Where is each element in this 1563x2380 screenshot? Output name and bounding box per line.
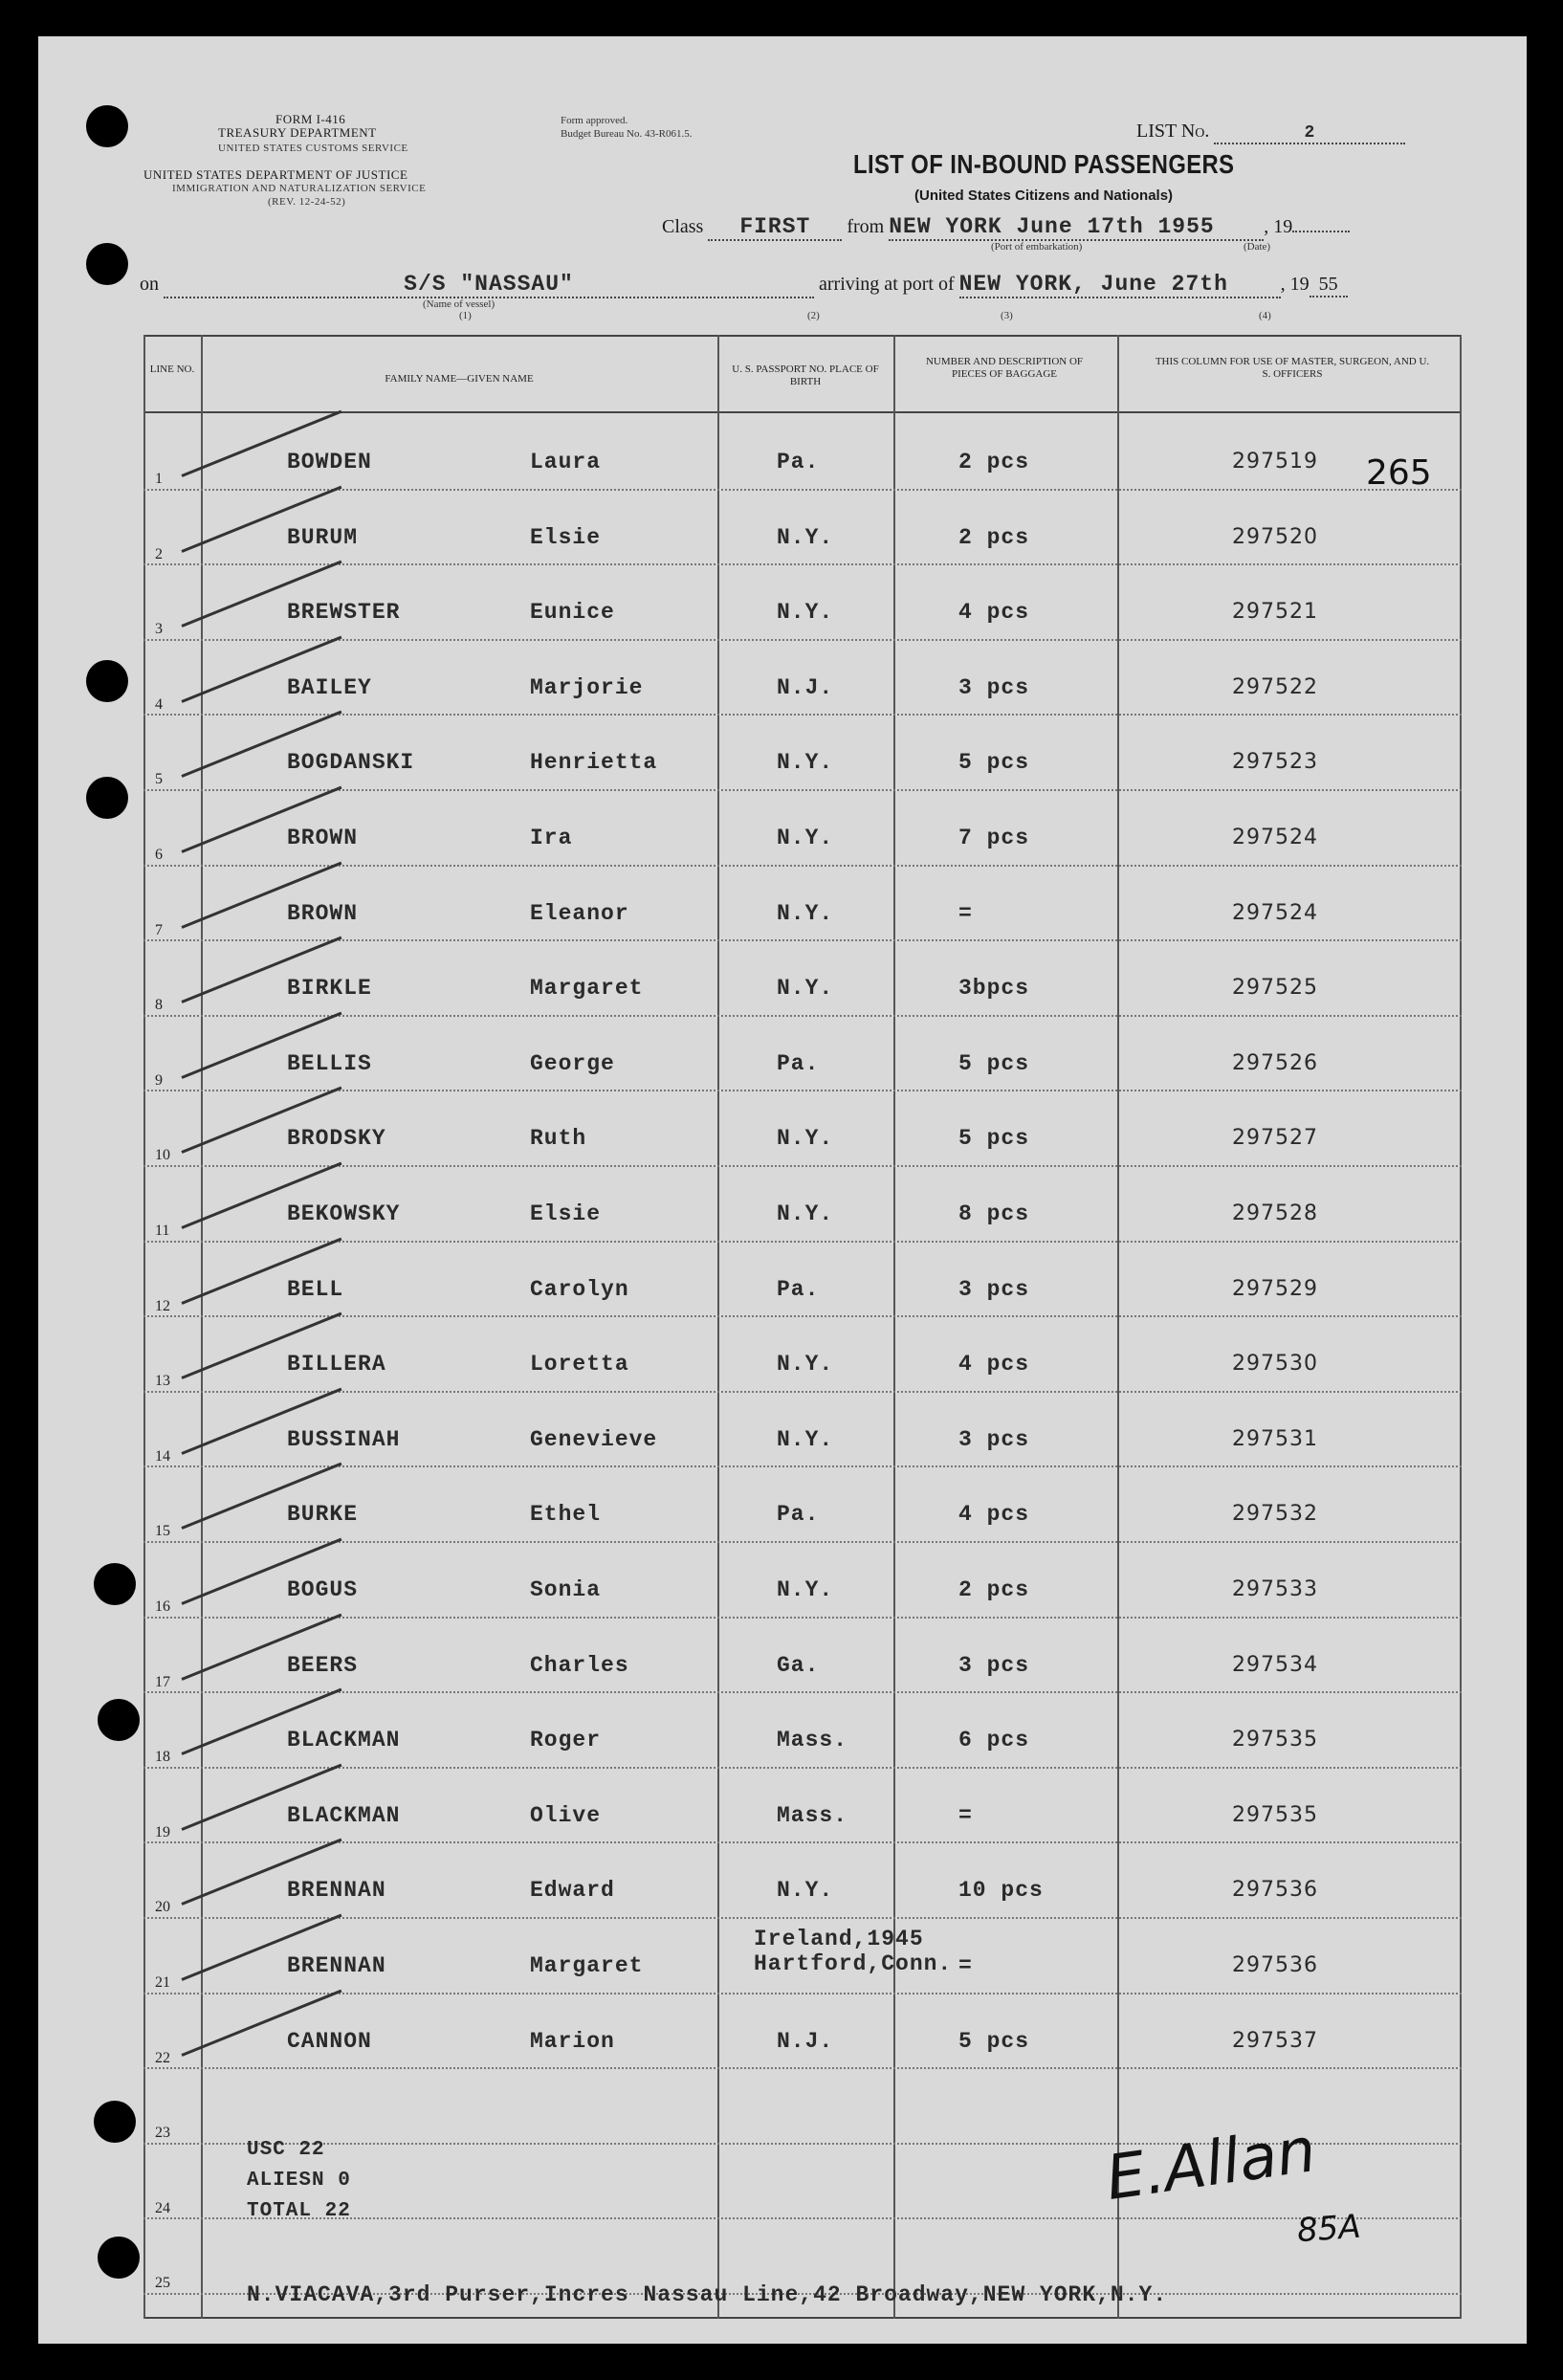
officer-number: 297524 xyxy=(1232,900,1318,925)
family-name: BELLIS xyxy=(287,1050,372,1076)
family-name: BOWDEN xyxy=(287,450,372,474)
family-name: BRENNAN xyxy=(287,1878,386,1904)
officer-number: 297523 xyxy=(1232,750,1318,775)
total-usc: USC 22 xyxy=(247,2139,325,2161)
line-number: 25 xyxy=(155,2275,170,2292)
line-number: 5 xyxy=(155,771,163,788)
baggage-count: 3 pcs xyxy=(958,674,1030,700)
row-rule xyxy=(143,1617,1462,1619)
family-name: BIRKLE xyxy=(287,976,372,1002)
officer-number: 297535 xyxy=(1232,1728,1318,1752)
line-number: 23 xyxy=(155,2125,170,2142)
given-name: Ethel xyxy=(530,1502,602,1528)
baggage-count: 3 pcs xyxy=(958,1652,1030,1678)
given-name: Loretta xyxy=(530,1352,629,1377)
baggage-count: 5 pcs xyxy=(958,2028,1030,2054)
family-name: BUSSINAH xyxy=(287,1426,401,1452)
baggage-count: 5 pcs xyxy=(958,1050,1030,1076)
vessel-line: on S/S "NASSAU" arriving at port of NEW YORK, June 27th , 19 55 xyxy=(140,272,1348,298)
col-officers: THIS COLUMN FOR USE OF MASTER, SURGEON, AND U. S. OFFICERS xyxy=(1155,356,1430,380)
place-of-birth: N.Y. xyxy=(777,750,834,776)
place-of-birth: N.Y. xyxy=(777,1201,834,1226)
family-name: BILLERA xyxy=(287,1352,386,1377)
place-of-birth: Pa. xyxy=(777,1050,820,1076)
punch-hole xyxy=(94,1563,136,1605)
row-rule xyxy=(143,1165,1462,1167)
arriving-label: arriving at port of xyxy=(819,274,955,295)
given-name: Genevieve xyxy=(530,1426,658,1452)
officer-number: 297532 xyxy=(1232,1502,1318,1527)
form-number: FORM I-416 xyxy=(275,112,346,126)
baggage-count: 4 pcs xyxy=(958,1352,1030,1377)
col-line-no: LINE NO. xyxy=(149,364,195,375)
family-name: BOGUS xyxy=(287,1577,359,1602)
line-number: 19 xyxy=(155,1823,170,1840)
line-number: 10 xyxy=(155,1147,170,1164)
place-of-birth: Ga. xyxy=(777,1652,820,1678)
caption-num-1: (1) xyxy=(459,310,472,321)
baggage-count: 5 pcs xyxy=(958,750,1030,776)
punch-hole xyxy=(86,243,128,285)
line-number: 9 xyxy=(155,1071,163,1089)
line-number: 4 xyxy=(155,695,163,713)
family-name: BROWN xyxy=(287,900,359,926)
place-of-birth: N.Y. xyxy=(777,524,834,550)
given-name: Carolyn xyxy=(530,1276,629,1302)
punch-hole xyxy=(86,105,128,147)
family-name: BROWN xyxy=(287,826,359,850)
baggage-count: 6 pcs xyxy=(958,1728,1030,1753)
place-of-birth: N.J. xyxy=(777,674,834,700)
officer-number: 297531 xyxy=(1232,1426,1318,1451)
row-rule xyxy=(143,1090,1462,1091)
given-name: Ruth xyxy=(530,1126,587,1152)
baggage-count: 2 pcs xyxy=(958,1577,1030,1602)
family-name: BAILEY xyxy=(287,674,372,700)
from-value: NEW YORK June 17th 1955 xyxy=(889,214,1264,241)
page-subtitle: (United States Citizens and Nationals) xyxy=(914,187,1174,204)
baggage-count: 3 pcs xyxy=(958,1426,1030,1452)
given-name: Margaret xyxy=(530,976,644,1002)
baggage-count: 7 pcs xyxy=(958,826,1030,850)
line-number: 18 xyxy=(155,1749,170,1766)
place-of-birth: Mass. xyxy=(777,1728,848,1753)
given-name: Laura xyxy=(530,450,602,474)
punch-hole xyxy=(86,660,128,702)
baggage-count: = xyxy=(958,1802,973,1828)
on-label: on xyxy=(140,274,159,295)
family-name: BRODSKY xyxy=(287,1126,386,1152)
given-name: Olive xyxy=(530,1802,602,1828)
class-line: Class FIRST from NEW YORK June 17th 1955 , 19 xyxy=(662,214,1350,241)
handwritten-signature: E.Allan xyxy=(1101,2115,1320,2215)
row-rule xyxy=(143,1767,1462,1769)
port-embark-caption: (Port of embarkation) xyxy=(991,241,1083,253)
ins-service: IMMIGRATION AND NATURALIZATION SERVICE xyxy=(172,183,427,194)
list-no-label: LIST No. xyxy=(1136,121,1210,142)
family-name: CANNON xyxy=(287,2028,372,2054)
given-name: Margaret xyxy=(530,1953,644,1978)
place-of-birth: N.Y. xyxy=(777,976,834,1002)
place-of-birth: N.Y. xyxy=(777,900,834,926)
row-rule xyxy=(143,563,1462,565)
given-name: Eunice xyxy=(530,600,615,626)
place-of-birth: N.Y. xyxy=(777,1577,834,1602)
family-name: BURKE xyxy=(287,1502,359,1528)
row-rule xyxy=(143,1993,1462,1994)
place-of-birth: Pa. xyxy=(777,450,820,474)
line-number: 8 xyxy=(155,997,163,1014)
row-rule xyxy=(143,1917,1462,1919)
place-of-birth: Ireland,1945 Hartford,Conn. xyxy=(754,1927,953,1976)
baggage-count: 3bpcs xyxy=(958,976,1030,1002)
line-number: 13 xyxy=(155,1373,170,1390)
vessel-caption: (Name of vessel) xyxy=(423,298,495,310)
line-number: 3 xyxy=(155,621,163,638)
line-number: 2 xyxy=(155,545,163,562)
officer-number: 297528 xyxy=(1232,1201,1318,1225)
officer-number: 297536 xyxy=(1232,1953,1318,1977)
line-number: 17 xyxy=(155,1673,170,1690)
year-prefix: 19 xyxy=(1273,216,1293,237)
baggage-count: 4 pcs xyxy=(958,600,1030,626)
punch-hole xyxy=(98,1699,140,1741)
line-number: 15 xyxy=(155,1523,170,1540)
caption-num-2: (2) xyxy=(807,310,820,321)
place-of-birth: N.J. xyxy=(777,2028,834,2054)
place-of-birth: N.Y. xyxy=(777,1126,834,1152)
officer-number: 297534 xyxy=(1232,1652,1318,1677)
baggage-count: 10 pcs xyxy=(958,1878,1044,1904)
row-rule xyxy=(143,865,1462,867)
row-rule xyxy=(143,789,1462,791)
given-name: Elsie xyxy=(530,1201,602,1226)
class-value: FIRST xyxy=(708,214,842,241)
list-no-value: 2 xyxy=(1214,121,1405,144)
given-name: George xyxy=(530,1050,615,1076)
family-name: BLACKMAN xyxy=(287,1728,401,1753)
family-name: BEERS xyxy=(287,1652,359,1678)
officer-number: 297533 xyxy=(1232,1577,1318,1601)
row-rule xyxy=(143,1015,1462,1017)
family-name: BREWSTER xyxy=(287,600,401,626)
line-number: 12 xyxy=(155,1297,170,1314)
given-name: Edward xyxy=(530,1878,615,1904)
given-name: Elsie xyxy=(530,524,602,550)
col-name: FAMILY NAME—GIVEN NAME xyxy=(385,373,534,385)
officer-number: 297537 xyxy=(1232,2028,1318,2053)
list-number xyxy=(1136,121,1405,144)
family-name: BURUM xyxy=(287,524,359,550)
line-number: 20 xyxy=(155,1899,170,1916)
baggage-count: 2 pcs xyxy=(958,450,1030,474)
row-rule xyxy=(143,489,1462,491)
row-rule xyxy=(143,639,1462,641)
place-of-birth: N.Y. xyxy=(777,826,834,850)
given-name: Marion xyxy=(530,2028,615,2054)
caption-num-3: (3) xyxy=(1001,310,1013,321)
baggage-count: 3 pcs xyxy=(958,1276,1030,1302)
row-rule xyxy=(143,1391,1462,1393)
family-name: BOGDANSKI xyxy=(287,750,415,776)
given-name: Marjorie xyxy=(530,674,644,700)
arriving-port: NEW YORK, June 27th xyxy=(959,272,1281,298)
vessel-name: S/S "NASSAU" xyxy=(164,272,814,298)
line-number: 16 xyxy=(155,1598,170,1615)
col-baggage: NUMBER AND DESCRIPTION OF PIECES OF BAGGAGE xyxy=(925,356,1084,380)
given-name: Henrietta xyxy=(530,750,658,776)
place-of-birth: N.Y. xyxy=(777,600,834,626)
line-number: 6 xyxy=(155,847,163,863)
baggage-count: 5 pcs xyxy=(958,1126,1030,1152)
officer-number: 297529 xyxy=(1232,1276,1318,1301)
line-number: 22 xyxy=(155,2049,170,2066)
punch-hole xyxy=(86,777,128,819)
purser-line: N.VIACAVA,3rd Purser,Incres Nassau Line,42 Broadway,NEW YORK,N.Y. xyxy=(247,2282,1168,2307)
place-of-birth: Pa. xyxy=(777,1502,820,1528)
caption-num-4: (4) xyxy=(1259,310,1271,321)
punch-hole xyxy=(98,2237,140,2279)
given-name: Eleanor xyxy=(530,900,629,926)
officer-number: 297519 xyxy=(1232,450,1318,474)
baggage-count: = xyxy=(958,1953,973,1978)
row-rule xyxy=(143,1465,1462,1467)
total-aliens: ALIESN 0 xyxy=(247,2170,351,2192)
given-name: Sonia xyxy=(530,1577,602,1602)
form-approved: Form approved. xyxy=(561,115,628,126)
line-number: 7 xyxy=(155,921,163,938)
baggage-count: = xyxy=(958,900,973,926)
family-name: BRENNAN xyxy=(287,1953,386,1978)
row-rule xyxy=(143,939,1462,941)
baggage-count: 8 pcs xyxy=(958,1201,1030,1226)
passenger-table xyxy=(143,335,1462,2319)
place-of-birth: Mass. xyxy=(777,1802,848,1828)
line-number: 1 xyxy=(155,471,163,487)
total-all: TOTAL 22 xyxy=(247,2200,351,2222)
line-number: 24 xyxy=(155,2199,170,2216)
baggage-count: 4 pcs xyxy=(958,1502,1030,1528)
arriving-year-prefix: 19 xyxy=(1289,274,1310,295)
signature-note: 85A xyxy=(1295,2207,1362,2251)
punch-hole xyxy=(94,2101,136,2143)
officer-number: 297530 xyxy=(1232,1352,1318,1377)
page-number: 265 xyxy=(1366,453,1432,493)
place-of-birth: Pa. xyxy=(777,1276,820,1302)
row-rule xyxy=(143,1691,1462,1693)
officer-number: 297520 xyxy=(1232,524,1318,549)
line-number: 14 xyxy=(155,1447,170,1465)
row-rule xyxy=(143,714,1462,716)
col-passport: U. S. PASSPORT NO. PLACE OF BIRTH xyxy=(732,364,879,387)
revision-date: (REV. 12-24-52) xyxy=(268,196,346,208)
family-name: BEKOWSKY xyxy=(287,1201,401,1226)
officer-number: 297535 xyxy=(1232,1802,1318,1827)
given-name: Charles xyxy=(530,1652,629,1678)
class-label: Class xyxy=(662,216,704,237)
customs-service: UNITED STATES CUSTOMS SERVICE xyxy=(218,143,408,154)
row-rule xyxy=(143,1841,1462,1843)
page-title: LIST OF IN-BOUND PASSENGERS xyxy=(853,149,1235,179)
row-rule xyxy=(143,1541,1462,1543)
family-name: BELL xyxy=(287,1276,344,1302)
place-of-birth: N.Y. xyxy=(777,1352,834,1377)
arriving-year: 55 xyxy=(1310,274,1348,298)
date-caption: (Date) xyxy=(1244,241,1271,253)
line-number: 21 xyxy=(155,1974,170,1991)
officer-number: 297526 xyxy=(1232,1050,1318,1075)
place-of-birth: N.Y. xyxy=(777,1426,834,1452)
given-name: Roger xyxy=(530,1728,602,1753)
row-rule xyxy=(143,1315,1462,1317)
officer-number: 297524 xyxy=(1232,826,1318,849)
officer-number: 297521 xyxy=(1232,600,1318,625)
row-rule xyxy=(143,1241,1462,1243)
from-label: from xyxy=(847,216,885,237)
family-name: BLACKMAN xyxy=(287,1802,401,1828)
officer-number: 297527 xyxy=(1232,1126,1318,1151)
place-of-birth: N.Y. xyxy=(777,1878,834,1904)
officer-number: 297525 xyxy=(1232,976,1318,1001)
row-rule xyxy=(143,2067,1462,2069)
budget-bureau: Budget Bureau No. 43-R061.5. xyxy=(561,128,693,140)
line-number: 11 xyxy=(155,1223,170,1239)
given-name: Ira xyxy=(530,826,573,850)
baggage-count: 2 pcs xyxy=(958,524,1030,550)
justice-dept: UNITED STATES DEPARTMENT OF JUSTICE xyxy=(143,167,408,182)
officer-number: 297522 xyxy=(1232,674,1318,699)
manifest-page xyxy=(38,36,1527,2344)
treasury-dept: TREASURY DEPARTMENT xyxy=(218,125,377,140)
officer-number: 297536 xyxy=(1232,1878,1318,1903)
